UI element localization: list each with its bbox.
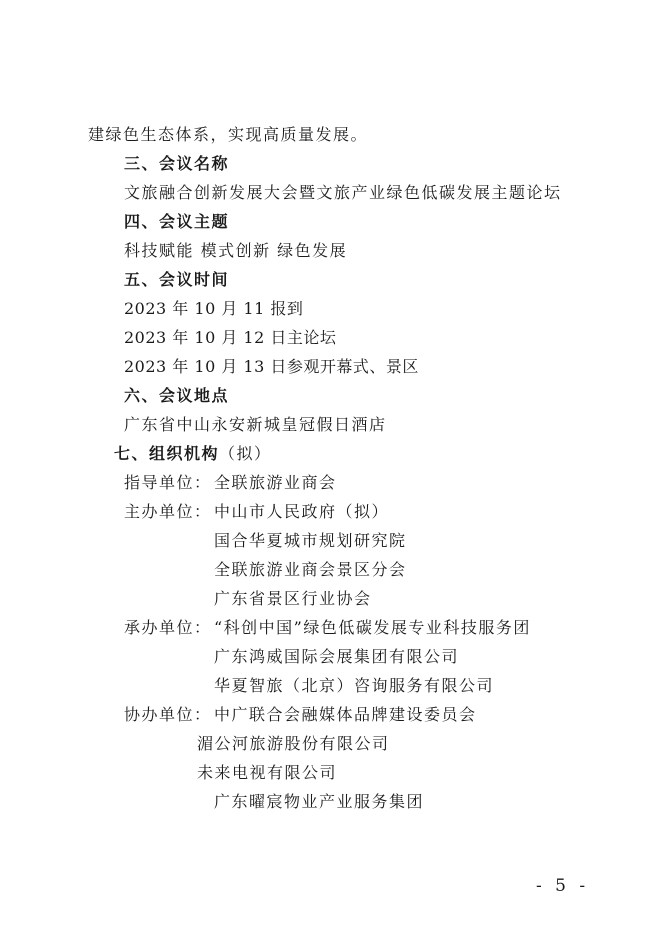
time-line: 2023 年 10 月 11 报到 bbox=[124, 299, 304, 318]
coorganizer-label: 协办单位： bbox=[124, 705, 212, 724]
section-heading-venue: 六、会议地点 bbox=[124, 386, 230, 405]
organization-heading-text: 七、组织机构 bbox=[114, 444, 220, 463]
time-line: 2023 年 10 月 12 日主论坛 bbox=[124, 328, 337, 347]
time-line: 2023 年 10 月 13 日参观开幕式、景区 bbox=[124, 357, 419, 376]
section-heading-name: 三、会议名称 bbox=[124, 154, 230, 173]
host-label: 主办单位： bbox=[124, 502, 212, 521]
coorganizer-item: 中广联合会融媒体品牌建设委员会 bbox=[214, 705, 477, 724]
intro-continuation: 建绿色生态体系，实现高质量发展。 bbox=[88, 125, 369, 144]
coorganizer-item: 湄公河旅游股份有限公司 bbox=[197, 734, 390, 753]
section-heading-theme: 四、会议主题 bbox=[124, 212, 230, 231]
section-heading-time: 五、会议时间 bbox=[124, 270, 230, 289]
guide-label: 指导单位： bbox=[124, 473, 212, 492]
organizer-item: “科创中国”绿色低碳发展专业科技服务团 bbox=[214, 618, 531, 637]
organizer-label: 承办单位： bbox=[124, 618, 212, 637]
host-item: 国合华夏城市规划研究院 bbox=[214, 531, 407, 550]
organizer-item: 华夏智旅（北京）咨询服务有限公司 bbox=[214, 676, 495, 695]
host-item: 中山市人民政府（拟） bbox=[214, 502, 390, 521]
meeting-name: 文旅融合创新发展大会暨文旅产业绿色低碳发展主题论坛 bbox=[124, 183, 562, 202]
page-number: - 5 - bbox=[536, 876, 590, 896]
guide-item: 全联旅游业商会 bbox=[214, 473, 337, 492]
coorganizer-item: 广东曜宸物业产业服务集团 bbox=[214, 792, 425, 811]
meeting-venue: 广东省中山永安新城皇冠假日酒店 bbox=[124, 415, 387, 434]
host-item: 广东省景区行业协会 bbox=[214, 589, 372, 608]
section-heading-organization bbox=[114, 444, 272, 464]
meeting-theme: 科技赋能 模式创新 绿色发展 bbox=[124, 241, 348, 260]
organizer-item: 广东鸿威国际会展集团有限公司 bbox=[214, 647, 460, 666]
coorganizer-item: 未来电视有限公司 bbox=[197, 763, 338, 782]
organization-heading-note: （拟） bbox=[219, 444, 272, 463]
host-item: 全联旅游业商会景区分会 bbox=[214, 560, 407, 579]
